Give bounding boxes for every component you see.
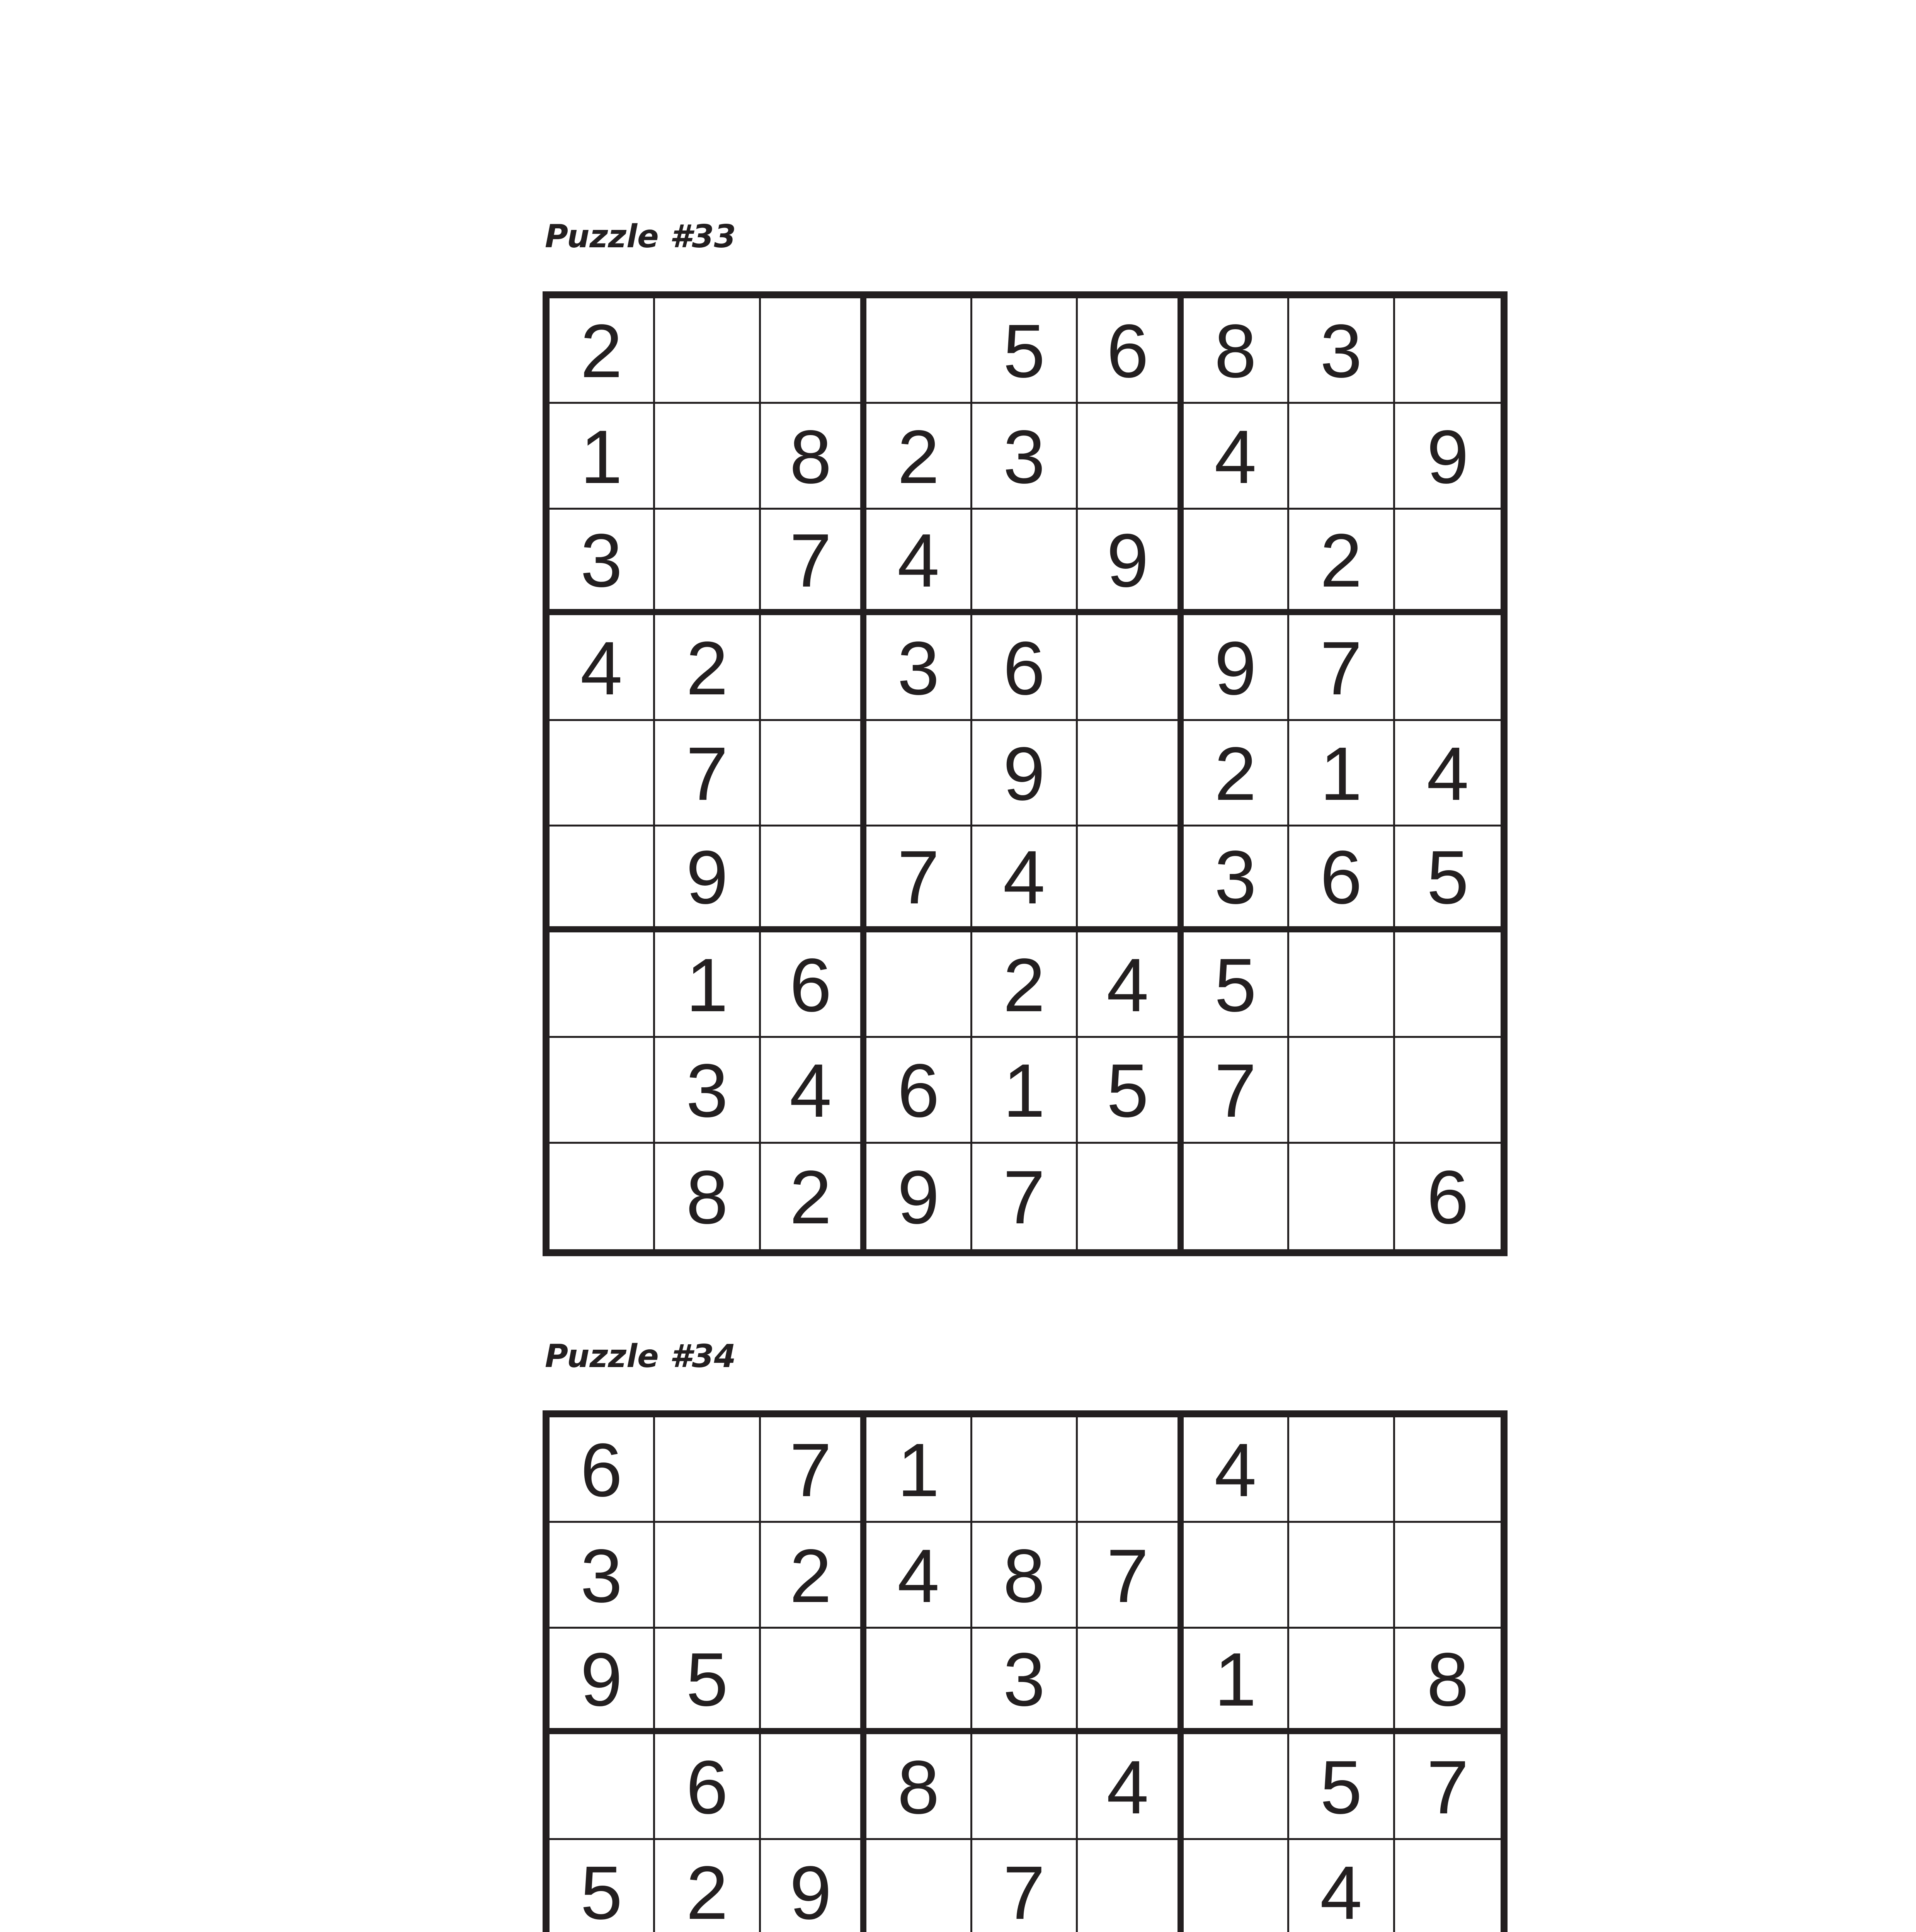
sudoku-cell: [1289, 404, 1395, 509]
sudoku-cell: [550, 827, 655, 932]
sudoku-cell: 1: [655, 932, 761, 1038]
sudoku-cell: [1078, 721, 1183, 827]
sudoku-cell: 7: [1289, 615, 1395, 721]
sudoku-cell: 8: [1184, 298, 1289, 404]
sudoku-cell: 4: [1395, 721, 1501, 827]
sudoku-cell: 7: [972, 1840, 1078, 1932]
sudoku-cell: [1395, 510, 1501, 615]
sudoku-cell: 8: [972, 1523, 1078, 1628]
sudoku-cell: 1: [1289, 721, 1395, 827]
sudoku-cell: 9: [655, 827, 761, 932]
sudoku-cell: 2: [761, 1523, 866, 1628]
sudoku-cell: 3: [1184, 827, 1289, 932]
sudoku-cell: [1395, 1038, 1501, 1143]
sudoku-cell: 3: [866, 615, 972, 721]
sudoku-cell: [550, 1734, 655, 1840]
sudoku-cell: 6: [1289, 827, 1395, 932]
sudoku-cell: [1289, 1038, 1395, 1143]
sudoku-cell: [761, 1629, 866, 1734]
sudoku-cell: 6: [972, 615, 1078, 721]
sudoku-cell: [866, 1840, 972, 1932]
sudoku-cell: 4: [761, 1038, 866, 1143]
sudoku-cell: 2: [655, 615, 761, 721]
sudoku-cell: [761, 615, 866, 721]
sudoku-cell: [866, 1629, 972, 1734]
sudoku-cell: [761, 298, 866, 404]
sudoku-cell: [1289, 1417, 1395, 1523]
puzzle-33-grid: [543, 291, 1508, 1256]
sudoku-cell: [1289, 932, 1395, 1038]
sudoku-cell: 8: [655, 1144, 761, 1249]
sudoku-cell: 6: [866, 1038, 972, 1143]
sudoku-cell: 7: [761, 1417, 866, 1523]
puzzle-34-grid: [543, 1410, 1508, 1932]
sudoku-cell: [1395, 615, 1501, 721]
sudoku-cell: [550, 1038, 655, 1143]
sudoku-cell: [1184, 510, 1289, 615]
sudoku-cell: 5: [1289, 1734, 1395, 1840]
sudoku-cell: 7: [1184, 1038, 1289, 1143]
sudoku-cell: 7: [655, 721, 761, 827]
sudoku-cell: [972, 510, 1078, 615]
sudoku-cell: 2: [972, 932, 1078, 1038]
sudoku-cell: [1184, 1840, 1289, 1932]
sudoku-cell: [655, 510, 761, 615]
sudoku-cell: 5: [1395, 827, 1501, 932]
puzzle-34-title: Puzzle #34: [545, 1338, 736, 1375]
sudoku-cell: 8: [866, 1734, 972, 1840]
sudoku-cell: [550, 932, 655, 1038]
sudoku-cell: 7: [866, 827, 972, 932]
puzzle-33-title: Puzzle #33: [545, 218, 736, 255]
sudoku-cell: [1395, 1417, 1501, 1523]
sudoku-cell: 8: [761, 404, 866, 509]
sudoku-cell: [550, 721, 655, 827]
sudoku-cell: [1078, 1144, 1183, 1249]
sudoku-cell: 4: [1184, 404, 1289, 509]
sudoku-cell: [866, 932, 972, 1038]
sudoku-cell: 9: [550, 1629, 655, 1734]
sudoku-cell: 3: [972, 404, 1078, 509]
sudoku-cell: [550, 1144, 655, 1249]
sudoku-cell: 4: [1184, 1417, 1289, 1523]
sudoku-cell: 9: [972, 721, 1078, 827]
sudoku-cell: 5: [655, 1629, 761, 1734]
sudoku-cell: [1078, 1417, 1183, 1523]
sudoku-cell: [1078, 827, 1183, 932]
sudoku-cell: [866, 298, 972, 404]
sudoku-cell: 7: [1395, 1734, 1501, 1840]
sudoku-cell: 6: [550, 1417, 655, 1523]
sudoku-cell: 2: [866, 404, 972, 509]
sudoku-cell: [972, 1417, 1078, 1523]
sudoku-cell: 9: [1078, 510, 1183, 615]
sudoku-cell: [1078, 1629, 1183, 1734]
sudoku-cell: [1395, 298, 1501, 404]
sudoku-cell: 2: [655, 1840, 761, 1932]
sudoku-cell: [761, 827, 866, 932]
sudoku-cell: 3: [655, 1038, 761, 1143]
sudoku-cell: 4: [1078, 1734, 1183, 1840]
sudoku-cell: 2: [550, 298, 655, 404]
sudoku-cell: 4: [550, 615, 655, 721]
sudoku-cell: 1: [866, 1417, 972, 1523]
sudoku-cell: [1289, 1523, 1395, 1628]
sudoku-cell: 6: [761, 932, 866, 1038]
sudoku-cell: 5: [972, 298, 1078, 404]
sudoku-cell: 6: [1078, 298, 1183, 404]
sudoku-cell: 7: [1078, 1523, 1183, 1628]
sudoku-cell: 4: [972, 827, 1078, 932]
sudoku-cell: 3: [550, 1523, 655, 1628]
sudoku-cell: [1078, 1840, 1183, 1932]
sudoku-cell: 3: [972, 1629, 1078, 1734]
sudoku-cell: [1078, 404, 1183, 509]
sudoku-cell: 9: [1395, 404, 1501, 509]
sudoku-cell: 3: [1289, 298, 1395, 404]
sudoku-cell: 1: [550, 404, 655, 509]
sudoku-cell: [1289, 1629, 1395, 1734]
sudoku-cell: [655, 1523, 761, 1628]
sudoku-cell: [1184, 1523, 1289, 1628]
sudoku-cell: 1: [972, 1038, 1078, 1143]
sudoku-cell: 7: [972, 1144, 1078, 1249]
sudoku-cell: 7: [761, 510, 866, 615]
sudoku-cell: [1078, 615, 1183, 721]
sudoku-cell: [655, 404, 761, 509]
sudoku-cell: 4: [866, 510, 972, 615]
sudoku-cell: [761, 1734, 866, 1840]
sudoku-cell: 2: [1184, 721, 1289, 827]
sudoku-cell: [1395, 1523, 1501, 1628]
sudoku-cell: 6: [655, 1734, 761, 1840]
sudoku-cell: [1395, 1840, 1501, 1932]
sudoku-cell: 8: [1395, 1629, 1501, 1734]
sudoku-cell: 5: [1078, 1038, 1183, 1143]
sudoku-cell: 9: [866, 1144, 972, 1249]
sudoku-cell: 6: [1426, 1155, 1469, 1240]
sudoku-cell: 2: [761, 1144, 866, 1249]
sudoku-cell: 2: [1289, 510, 1395, 615]
sudoku-cell: [1184, 1144, 1289, 1249]
sudoku-cell: [655, 1417, 761, 1523]
sudoku-cell: 4: [866, 1523, 972, 1628]
sudoku-cell: 9: [761, 1840, 866, 1932]
sudoku-cell: 5: [550, 1840, 655, 1932]
sudoku-cell: 9: [1184, 615, 1289, 721]
sudoku-cell: 4: [1289, 1840, 1395, 1932]
sudoku-cell: 4: [1078, 932, 1183, 1038]
sudoku-cell: 1: [1184, 1629, 1289, 1734]
sudoku-cell: [972, 1734, 1078, 1840]
sudoku-cell: [1184, 1734, 1289, 1840]
sudoku-cell: 3: [550, 510, 655, 615]
sudoku-cell: [761, 721, 866, 827]
sudoku-cell: [1289, 1144, 1395, 1249]
sudoku-cell: 5: [1184, 932, 1289, 1038]
sudoku-cell: [866, 721, 972, 827]
sudoku-cell: [1395, 932, 1501, 1038]
sudoku-cell: [655, 298, 761, 404]
